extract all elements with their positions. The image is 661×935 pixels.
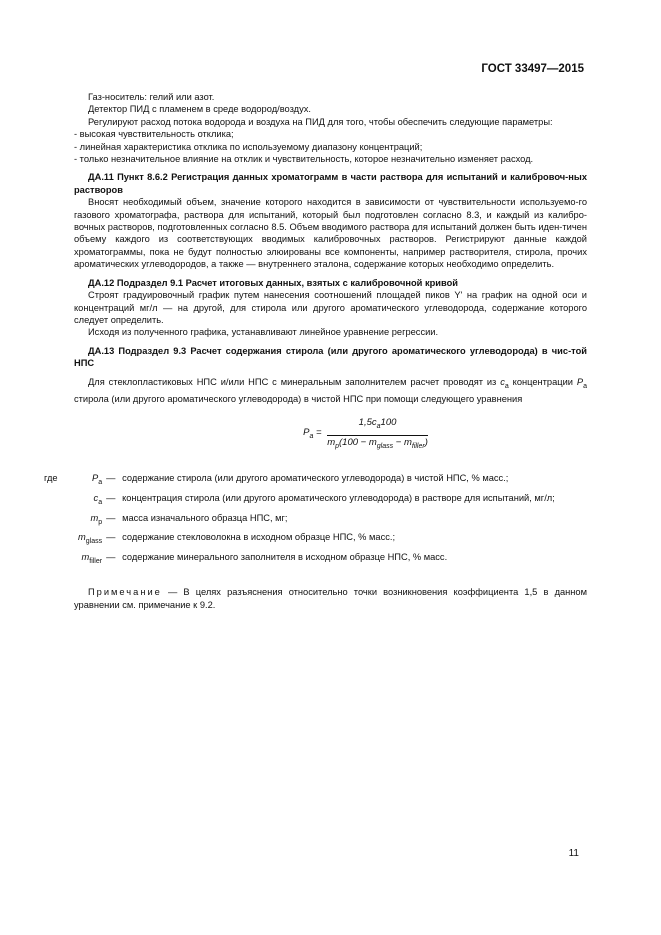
- section-da11-heading: ДА.11 Пункт 8.6.2 Регистрация данных хроматограмм в части раствора для испытаний и калибровоч-ных растворов: [74, 172, 587, 195]
- flow-adjust-text: Регулируют расход потока водорода и воздуха на ПИД для того, чтобы обеспечить следующие параметры:: [88, 116, 553, 127]
- definition-row: $m_{glass}$ — содержание стекловолокна в исходном образце НПС, % масс.;: [78, 532, 396, 546]
- equation-denominator: $m_p(100 - m_{glass} - m_{filler})$: [327, 436, 428, 450]
- detector-text: Детектор ПИД с пламенем в среде водород/воздух.: [88, 104, 311, 115]
- page-content: [44, 91, 587, 611]
- section-da12-text-2: Исходя из полученного графика, устанавливают линейное уравнение регрессии.: [88, 327, 439, 338]
- carrier-gas-text: Газ-носитель: гелий или азот.: [88, 92, 215, 102]
- note-label: Примечание: [88, 587, 162, 598]
- definition-row: где $P_a$ — содержание стирола (или другого ароматического углеводорода) в чистой НПС, % масс.;: [44, 472, 509, 486]
- section-da11-text: Вносят необходимый объем, значение которого находится в зависимости от чувствительности используемо-го газового хроматографа, раствора для испытаний, который был подготовлен согласно 8.3, и каждый из калибро-вочных растворов, подготовленных согласно 8.5. Объем вводимого раствора для испытаний должен быть иден-тичен объему каждого из соответствующих вводимых калибровочных растворов. Регистрируют данные каждой хроматограммы, пока не будут полностью элюированы все компоненты, например растворителя, стирола, прочих ароматических углеводородов, а также — внутреннего эталона, содержание которых необходимо определить.: [74, 197, 587, 270]
- section-da12-heading: ДА.12 Подраздел 9.1 Расчет итоговых данных, взятых с калибровочной кривой: [88, 277, 459, 288]
- definition-row: $m_{filler}$ — содержание минерального заполнителя в исходном образце НПС, % масс.: [81, 552, 448, 566]
- definition-row: $c_a$ — концентрация стирола (или другого ароматического углеводорода) в растворе для испытаний, мг/л;: [93, 492, 555, 506]
- equation-fraction: [327, 417, 428, 453]
- note-text: — В целях разъяснения относительно точки возникновения коэффициента 1,5 в данном уравнении см. примечание к 9.2.: [74, 587, 587, 610]
- list-item: - только незначительное влияние на отклик и чувствительность, которое незначительно изменяет расход.: [74, 154, 534, 165]
- section-da12-text: Строят градуировочный график путем нанесения соотношений площадей пиков Y' на график на одной оси и концентраций мг/л — на другой, для стирола или другого ароматического углеводорода, содержание которого следует определить.: [74, 290, 587, 325]
- document-code: ГОСТ 33497—2015: [481, 63, 584, 75]
- list-item: - линейная характеристика отклика по используемому диапазону концентраций;: [74, 141, 423, 152]
- variable-definitions: [44, 473, 555, 572]
- list-item: - высокая чувствительность отклика;: [74, 129, 234, 140]
- section-da13-text: Для стеклопластиковых НПС и/или НПС с минеральным заполнителем расчет проводят из $c_a$ концентрации $P_a$ стирола (или другого ароматического углеводорода) в чистой НПС при помощи следующего уравнения: [74, 376, 587, 404]
- definition-row: $m_p$ — масса изначального образца НПС, мг;: [90, 512, 288, 526]
- page-number: 11: [568, 848, 579, 859]
- equation: $P_a$ = $\frac{1,5c_a100}{m_p(100 - m_{glass} - m_{filler})}$: [144, 417, 587, 453]
- equation-numerator: $1,5c_a100$: [327, 417, 428, 435]
- section-da13-heading: ДА.13 Подраздел 9.3 Расчет содержания стирола (или другого ароматического углеводорода) в чис-той НПС: [74, 345, 587, 369]
- note: [74, 586, 587, 611]
